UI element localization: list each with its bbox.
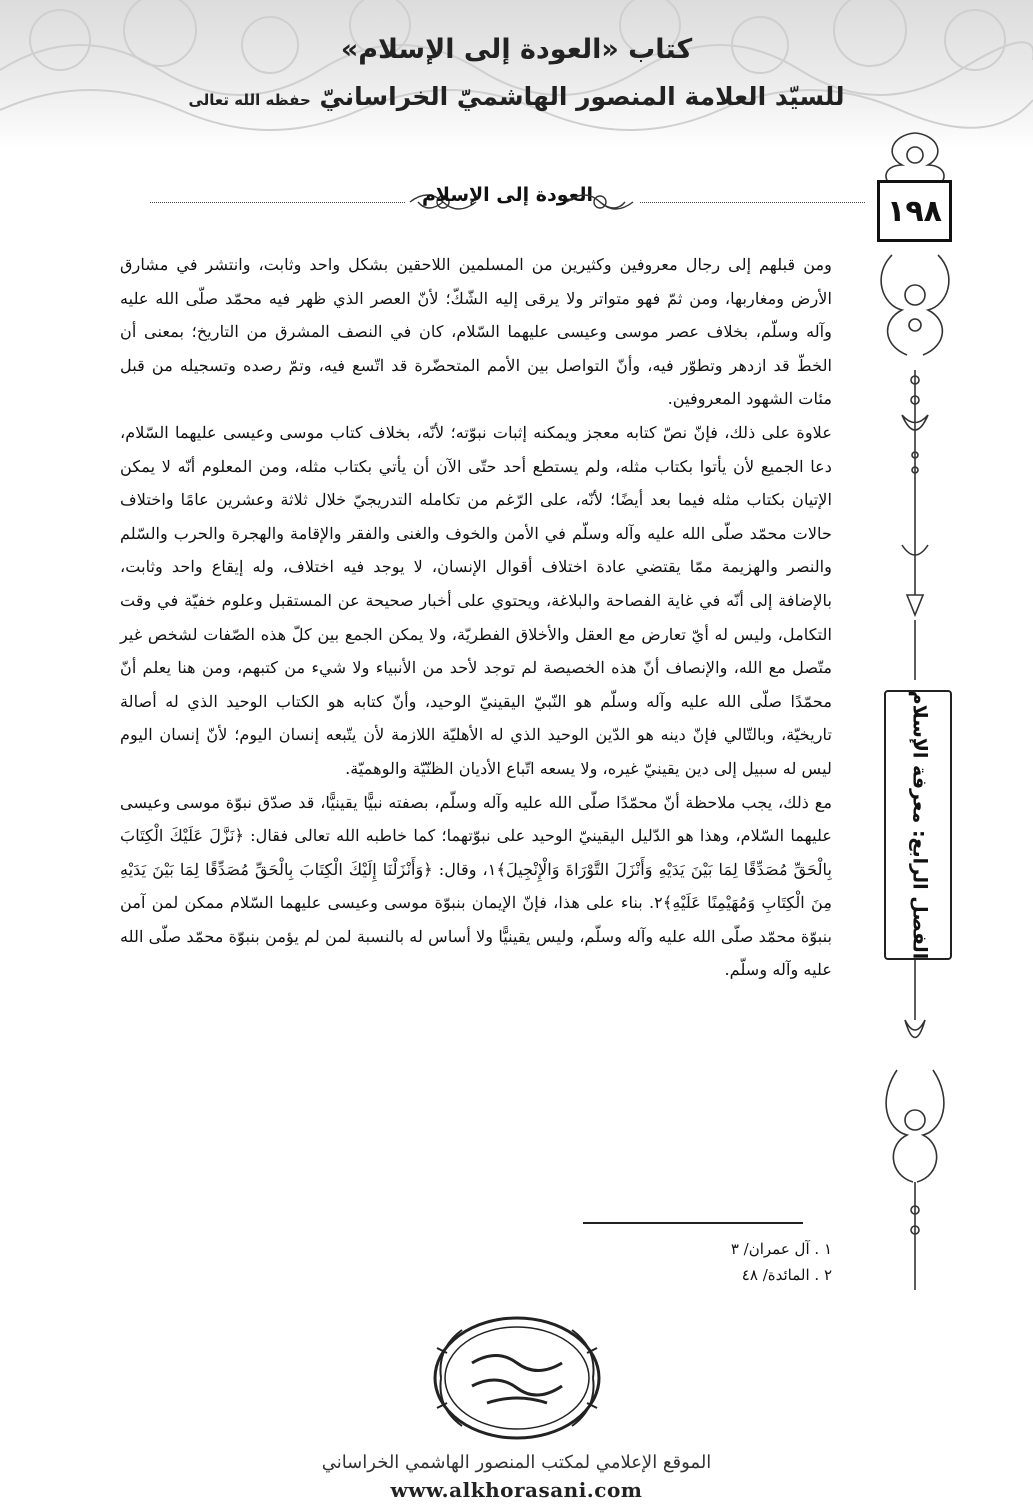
paragraph: مع ذلك، يجب ملاحظة أنّ محمّدًا صلّى الله عليه وآله وسلّم، بصفته نبيًّا يقينيًّا، قد صدّق نبوّة موسى وعيسى عليهما السّلام، وهذا هو الدّليل اليقينيّ الوحيد على نبوّتهما؛ كما خاطبه الله تعالى فقال: ﴿نَزَّلَ عَلَيْكَ الْكِتَابَ بِالْحَقِّ مُصَدِّقًا لِمَا بَيْنَ يَدَيْهِ وَأَنْزَلَ التَّوْرَاةَ وَالْإِنْجِيلَ﴾١، وقال: ﴿وَأَنْزَلْنَا إِلَيْكَ الْكِتَابَ بِالْحَقِّ مُصَدِّقًا لِمَا بَيْنَ يَدَيْهِ مِنَ الْكِتَابِ وَمُهَيْمِنًا عَلَيْهِ﴾٢. بناء على هذا، فإنّ الإيمان بنبوّة موسى وعيسى عليهما السّلام ممكن لمن آمن بنبوّة محمّد صلّى الله عليه وآله وسلّم، وليس يقينيًّا ولا أساس له بالنسبة لمن لم يؤمن بنبوّة محمّد صلّى الله عليه وآله وسلّم. — [120, 792, 833, 980]
paragraph: علاوة على ذلك، فإنّ نصّ كتابه معجز ويمكنه إثبات نبوّته؛ لأنّه، بخلاف كتاب موسى وعيسى عليهما السّلام، دعا الجميع لأن يأتوا بكتاب مثله، ولم يستطع أحد حتّى الآن أن يأتي بكتاب مثله، ومن المعلوم أنّه لا يمكن الإتيان بكتاب مثله فيما بعد أيضًا؛ لأنّه، على الرّغم من تكامله التدريجيّ خلال ثلاثة وعشرين عامًا واختلاف حالات محمّد صلّى الله عليه وآله وسلّم في الأمن والخوف والغنى والفقر والإقامة والهجرة والحرب والسّلم والنصر والهزيمة ممّا يقتضي عادة اختلاف أقوال الإنسان، لا يوجد فيه اختلاف، وله إيقاع واحد وثابت، بالإضافة إلى أنّه في غاية الفصاحة والبلاغة، ويحتوي على أخبار صحيحة عن المستقبل وعلوم خفيّة في وقت التكامل، وليس له أيّ تعارض مع العقل والأخلاق الفطريّة، ولا يمكن الجمع بين كلّ هذه الصّفات لشخص غير متّصل مع الله، والإنصاف أنّ هذه الخصيصة لم توجد لأحد من الأنبياء ولا شيء من كتبهم، ومن هنا يعلم أنّ محمّدًا صلّى الله عليه وآله وسلّم هو النّبيّ اليقينيّ الوحيد، وأنّ كتابه هو الكتاب الوحيد الذي له أصالة تاريخيّة، وبالتّالي فإنّ دينه هو الدّين الوحيد الذي له الأهليّة اللازمة لأن يتّبعه إنسان اليوم؛ لأنّ إنسان اليوم ليس له سبيل إلى دين يقينيّ غيره، ولا يسعه اتّباع الأديان الظنّيّة والوهميّة. — [120, 422, 832, 778]
website-name: الموقع الإعلامي لمكتب المنصور الهاشمي الخراساني — [321, 1452, 712, 1473]
footnote: ٢ . المائدة/ ٤٨ — [741, 1266, 832, 1284]
book-title: كتاب «العودة إلى الإسلام» — [340, 34, 693, 65]
footnotes — [560, 1236, 832, 1288]
author-name: للسيّد العلامة المنصور الهاشميّ الخراسانيّ — [319, 82, 845, 111]
author-honorific: حفظه الله تعالى — [188, 91, 311, 109]
header-flourish-right-icon — [565, 186, 635, 218]
body-text — [120, 248, 832, 987]
running-header — [150, 182, 865, 222]
footnote-separator — [583, 1222, 803, 1224]
footnote: ١ . آل عمران/ ٣ — [730, 1240, 832, 1258]
header-dotted-rule-right — [640, 202, 865, 203]
chapter-title-text: الفصل الرابع: معرفة الإسلام — [908, 690, 931, 960]
page-number: ١٩٨ — [877, 180, 952, 242]
paragraph: ومن قبلهم إلى رجال معروفين وكثيرين من المسلمين اللاحقين بشكل واحد وثابت، وانتشر في مشارق الأرض ومغاربها، ومن ثمّ فهو متواتر ولا يرقى إليه الشّكّ؛ لأنّ العصر الذي ظهر فيه محمّد صلّى الله عليه وآله وسلّم، بخلاف عصر موسى وعيسى عليهما السّلام، كان في النصف المشرق من التاريخ؛ بمعنى أن الخطّ قد ازدهر وتطوّر فيه، وأنّ التواصل بين الأمم المتحضّرة قد اتّسع فيه، وتمّ رصده وتسجيله من قبل مئات الشهود المعروفين. — [120, 255, 832, 409]
running-title: العودة إلى الإسلام — [421, 184, 594, 206]
margin-ornament-bottom-icon — [877, 960, 953, 1300]
author-line — [0, 82, 1033, 111]
chapter-title — [895, 690, 943, 960]
website-url[interactable]: www.alkhorasani.com — [390, 1478, 643, 1502]
seal-logo-icon — [417, 1308, 617, 1443]
